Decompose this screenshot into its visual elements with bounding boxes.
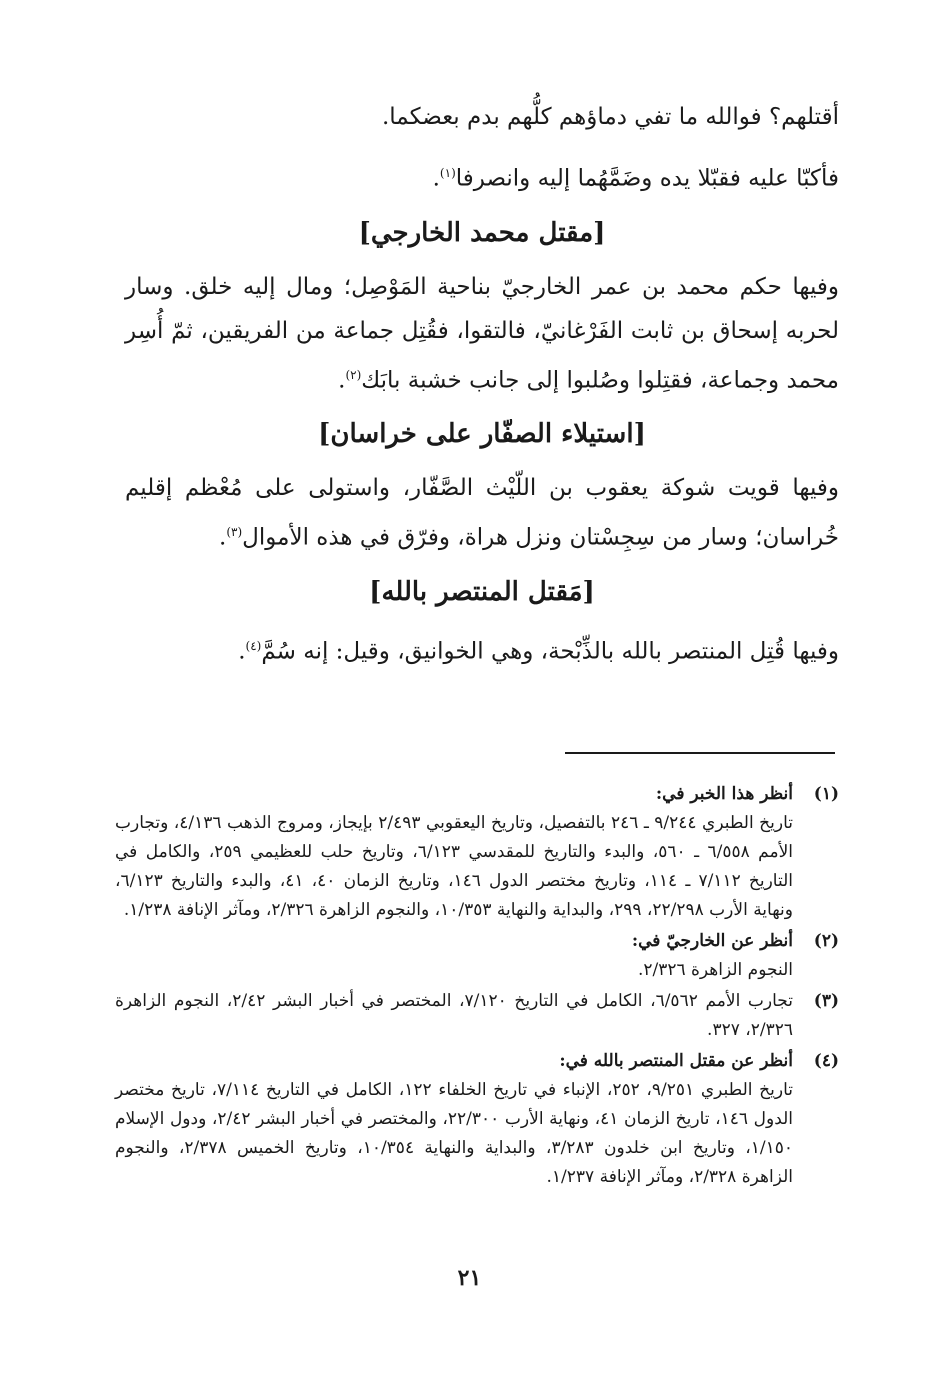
paragraph-1 [125, 95, 839, 139]
footnote-number: (٣) [813, 991, 839, 1011]
paragraph-2-end: . [432, 165, 440, 192]
footnote-body [115, 987, 793, 1045]
footnote-text: النجوم الزاهرة ٢/٣٢٦. [637, 960, 793, 980]
footnote-text: تاريخ الطبري ٩/٢٥١، ٢٥٢، الإنباء في تاريخ الخلفاء ١٢٢، الكامل في التاريخ ٧/١١٤، تاريخ مختصر الدول ١٤٦، تاريخ الزمان ٤١، ونهاية الأرب ٢٢/٣٠٠، والمختصر في أخبار البشر ٢/٤٢، ودول الإسلام ١/١٥٠، وتاريخ ابن خلدون ٣/٢٨٣، والبداية والنهاية ١٠/٣٥٤، وتاريخ الخميس ٢/٣٧٨، والنجوم الزاهرة ٢/٣٢٨، ومآثر الإنافة ١/٢٣٧. [115, 1080, 794, 1187]
paragraph-5-end: . [238, 638, 246, 665]
main-text [125, 95, 839, 684]
footnote-3 [115, 987, 839, 1045]
page-number: ٢١ [457, 1265, 482, 1291]
paragraph-2-text: فأكبّا عليه فقبّلا يده وضَمَّهُما إليه وانصرفا [455, 165, 839, 192]
section-heading-2: [استيلاء الصفّار على خراسان] [318, 419, 646, 450]
footnote-body [115, 927, 793, 985]
footnote-2 [115, 927, 839, 985]
footnote-4 [115, 1047, 839, 1192]
footnote-text: تجارب الأمم ٦/٥٦٢، الكامل في التاريخ ٧/١٢٠، المختصر في أخبار البشر ٢/٤٢، النجوم الزاهرة ٢/٣٢٦، ٣٢٧. [115, 991, 793, 1040]
paragraph-4-end: . [219, 524, 227, 551]
paragraph-3-end: . [338, 367, 346, 394]
footnote-divider [565, 752, 835, 754]
paragraph-4 [125, 466, 839, 560]
footnote-body [115, 780, 793, 925]
paragraph-3 [125, 265, 839, 403]
footnote-lead: أنظر عن مقتل المنتصر بالله في: [559, 1051, 793, 1071]
paragraph-3-text: وفيها حكم محمد بن عمر الخارجيّ بناحية المَوْصِل؛ ومال إليه خلق. وسار لحربه إسحاق بن ثابت الفَرْغانيّ، فالتقوا، فقُتِل جماعة من الفريقين، ثمّ أُسِر محمد وجماعة، فقتِلوا وصُلبوا إلى جانب خشبة بابَك [125, 273, 839, 394]
footnote-number: (١) [813, 784, 839, 804]
footnote-ref-3[interactable]: (٣) [226, 525, 243, 540]
section-heading-3: [مَقتل المنتصر بالله] [369, 576, 595, 607]
section-heading-1: [مقتل محمد الخارجي] [358, 217, 606, 248]
footnote-body [115, 1047, 793, 1192]
footnote-number: (٤) [813, 1051, 839, 1071]
footnote-number: (٢) [813, 931, 839, 951]
footnote-lead: أنظر عن الخارجيّ في: [631, 931, 793, 951]
footnote-text: تاريخ الطبري ٩/٢٤٤ ـ ٢٤٦ بالتفصيل، وتاريخ اليعقوبي ٢/٤٩٣ بإيجاز، ومروج الذهب ٤/١٣٦، وتجارب الأمم ٦/٥٥٨ ـ ٥٦٠، والبدء والتاريخ للمقدسي ٦/١٢٣، وتاريخ حلب للعظيمي ٢٥٩، والكامل في التاريخ ٧/١١٢ ـ ١١٤، وتاريخ مختصر الدول ١٤٦، وتاريخ الزمان ٤٠، ٤١، والبدء والتاريخ ٦/١٢٣، ونهاية الأرب ٢٢/٢٩٨، ٢٩٩، والبداية والنهاية ١٠/٣٥٣، والنجوم الزاهرة ٢/٣٢٦، ومآثر الإنافة ١/٢٣٨. [115, 813, 794, 920]
paragraph-5-text: وفيها قُتِل المنتصر بالله بالذِّبْحة، وهي الخوانيق، وقيل: إنه سُمَّ [261, 638, 839, 665]
paragraph-4-text: وفيها قويت شوكة يعقوب بن اللّيْث الصَّفّار، واستولى على مُعْظم إقليم خُراسان؛ وسار من سِجِسْتان ونزل هراة، وفرّق في هذه الأموال [125, 475, 839, 551]
paragraph-2 [125, 151, 839, 201]
footnote-ref-4[interactable]: (٤) [245, 638, 262, 653]
footnote-lead: أنظر هذا الخبر في: [655, 784, 793, 804]
footnote-ref-1[interactable]: (١) [439, 166, 456, 180]
paragraph-1-text: أقتلهم؟ فوالله ما تفي دماؤهم كلُّهم بدم بعضكما. [381, 104, 839, 130]
footnotes [115, 780, 839, 1194]
footnote-1 [115, 780, 839, 925]
paragraph-5 [125, 624, 839, 674]
footnote-ref-2[interactable]: (٢) [345, 367, 362, 382]
